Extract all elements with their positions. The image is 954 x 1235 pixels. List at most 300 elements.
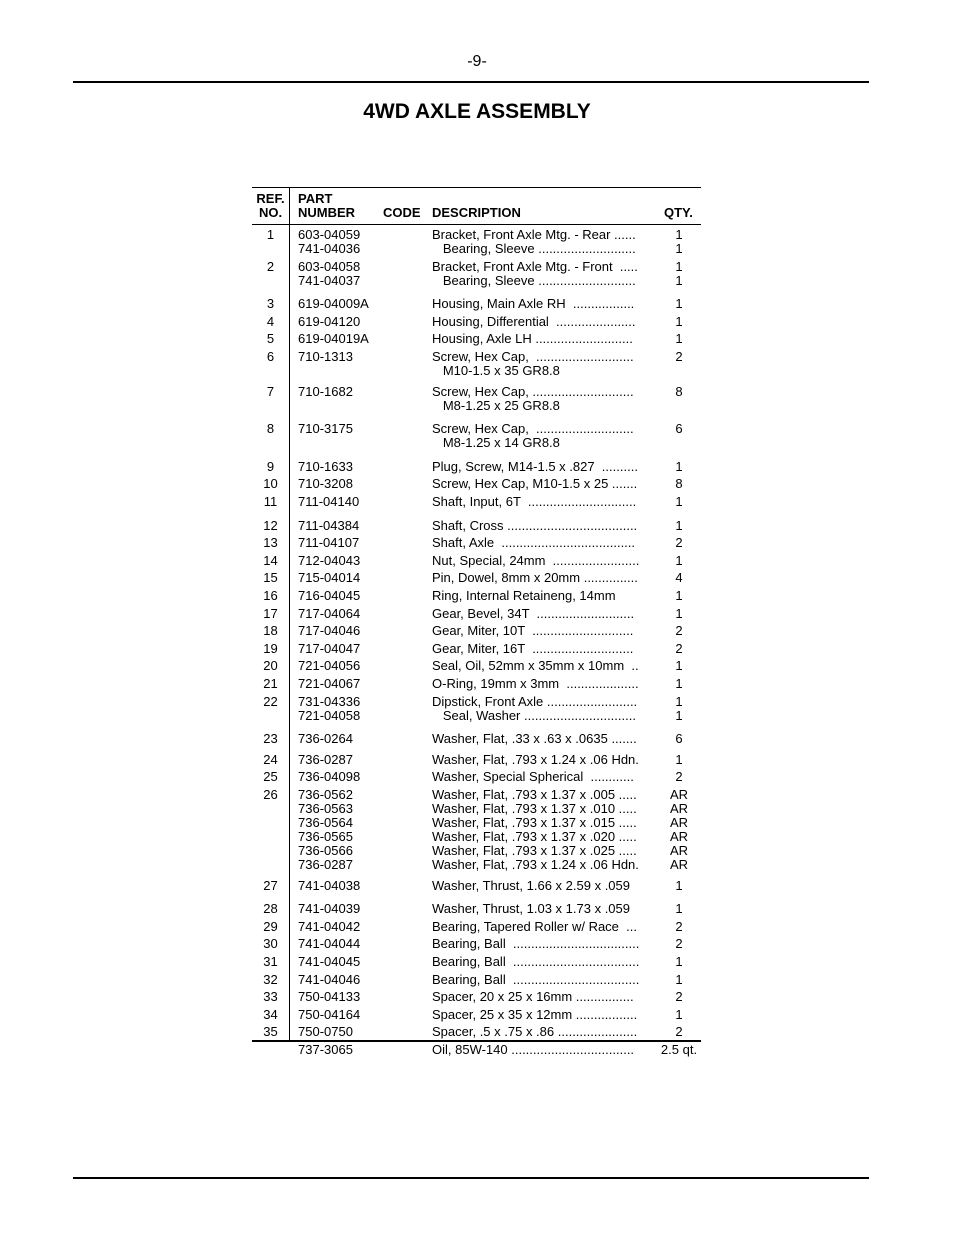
table-row [252,990,701,1004]
table-row [252,228,701,256]
part-number: 603-04059 [298,227,361,242]
description-cell [432,422,634,450]
part-number: 736-0563 [298,801,353,816]
description: Housing, Main Axle RH ................. [432,296,635,312]
part-number-cell [298,642,360,656]
description: Ring, Internal Retaineng, 14mm [432,588,616,603]
header-rule [73,81,869,83]
ref-no: 35 [263,1024,278,1040]
part-number: 710-1313 [298,349,353,364]
part-number-cell [298,753,353,767]
qty: 1 [675,877,683,893]
qty: 1 [675,313,683,329]
table-row [252,788,701,872]
description-cell [432,659,639,673]
description: M10-1.5 x 35 GR8.8 [432,363,560,378]
description-cell [432,753,639,767]
qty-cell [654,732,704,746]
description-cell [432,642,633,656]
ref-no: 11 [263,494,278,509]
description-cell [432,770,634,784]
description-cell [432,607,634,621]
part-number-cell [298,477,353,491]
description-cell [432,677,639,691]
description: Bearing, Tapered Roller w/ Race ... [432,918,637,934]
description-cell [432,460,638,474]
ref-no: 31 [263,954,278,969]
part-number: 741-04039 [298,901,361,917]
table-row [252,659,701,673]
description: Shaft, Cross .................................... [432,517,638,533]
ref-no: 12 [263,517,278,533]
table-row [252,554,701,568]
ref-no: 17 [263,605,278,621]
description-cell [432,1043,634,1057]
part-number: 619-04120 [298,313,361,329]
qty-cell [654,385,704,399]
description: Gear, Miter, 10T ............................ [432,623,634,639]
description-cell [432,536,635,550]
part-number: 741-04046 [298,971,361,987]
qty-cell [654,554,704,568]
part-number-cell [298,1025,353,1039]
part-number: 710-1633 [298,458,353,474]
ref-no: 7 [266,383,275,399]
part-number: 717-04046 [298,623,361,639]
table-row [252,460,701,474]
qty-cell [654,571,704,585]
qty: AR [669,787,689,802]
description: O-Ring, 19mm x 3mm .................... [432,676,639,691]
part-number: 736-04098 [298,769,361,785]
part-number-cell [298,571,360,585]
part-number: 717-04047 [298,640,361,656]
part-number-cell [298,607,360,621]
description: Washer, Flat, .793 x 1.37 x .025 ..... [432,843,637,858]
description: Bearing, Ball ................................... [432,936,640,952]
description: Oil, 85W-140 .................................. [432,1042,635,1057]
table-row [252,642,701,656]
part-number-cell [298,460,353,474]
description-cell [432,788,639,872]
qty: 2 [675,989,683,1005]
qty: 1 [675,331,683,347]
part-number: 731-04336 [298,693,361,709]
qty-cell [654,902,704,916]
description: Bearing, Ball ................................... [432,971,640,987]
header-ref-no [252,192,289,220]
part-number: 750-04164 [298,1006,361,1022]
ref-no: 13 [263,535,278,551]
qty-cell [654,955,704,969]
part-number: 737-3065 [298,1042,353,1057]
qty: 2 [675,918,683,934]
qty: 1 [675,458,683,474]
table-row [252,589,701,603]
qty-cell [654,624,704,638]
description: Housing, Axle LH ........................... [432,331,633,347]
description: Screw, Hex Cap, M10-1.5 x 25 ....... [432,476,638,492]
description-cell [432,695,637,723]
part-number-cell [298,422,353,436]
part-number: 711-04384 [298,517,360,533]
table-row [252,260,701,288]
qty-cell [654,332,704,346]
part-number: 619-04009A [298,296,369,312]
qty-cell [654,536,704,550]
qty-cell [654,477,704,491]
part-number: 716-04045 [298,588,361,603]
qty-cell [654,695,704,723]
ref-no: 21 [263,676,278,691]
qty: 1 [675,707,683,723]
header-part-line1: PART [298,191,333,206]
table-row [252,879,701,893]
description-cell [432,554,639,568]
qty: 1 [675,258,683,274]
description-cell [432,571,638,585]
description: Spacer, 25 x 35 x 12mm ................. [432,1006,638,1022]
ref-no: 5 [266,331,275,347]
part-number: 715-04014 [298,570,361,586]
description: Pin, Dowel, 8mm x 20mm ............... [432,570,638,586]
part-number-cell [298,332,369,346]
part-number-cell [298,536,359,550]
qty: 1 [675,272,683,288]
header-qty: QTY. [664,205,693,220]
table-row [252,422,701,450]
ref-no: 9 [266,458,275,474]
qty-cell [654,753,704,767]
part-number: 741-04037 [298,272,361,288]
part-number-cell [298,624,360,638]
part-number-cell [298,495,359,509]
description-cell [432,937,639,951]
table-row [252,477,701,491]
qty-cell [654,260,704,288]
qty-cell [654,315,704,329]
description: Shaft, Input, 6T .............................. [432,494,637,509]
qty: 1 [675,658,683,674]
description: Seal, Oil, 52mm x 35mm x 10mm .. [432,658,639,674]
qty: 1 [675,517,683,533]
part-number: 711-04107 [298,535,360,551]
qty: 4 [675,570,683,586]
table-row [252,536,701,550]
part-number-cell [298,902,360,916]
part-number: 741-04042 [298,918,361,934]
table-row [252,920,701,934]
ref-no: 24 [263,751,278,767]
ref-no: 16 [263,588,278,603]
description-cell [432,1008,637,1022]
table-row [252,607,701,621]
ref-no: 28 [263,901,278,917]
ref-no: 2 [266,258,275,274]
part-number-cell [298,990,360,1004]
table-row [252,695,701,723]
part-number-cell [298,1043,353,1057]
part-number-cell [298,315,360,329]
qty-cell [654,1008,704,1022]
table-row [252,495,701,509]
table-row [252,902,701,916]
description: Shaft, Axle ..................................... [432,535,636,551]
ref-no: 29 [263,918,278,934]
page-number: -9- [467,53,487,70]
description: Bearing, Sleeve ........................... [432,272,636,288]
description-cell [432,589,616,603]
qty: 1 [675,227,683,242]
qty: 2 [675,936,683,952]
table-header [252,188,701,225]
description: Spacer, 20 x 25 x 16mm ................ [432,989,634,1005]
part-number: 736-0287 [298,857,353,872]
qty-cell [654,422,704,436]
description-cell [432,385,634,413]
description: Housing, Differential ...................... [432,313,636,329]
part-number: 736-0562 [298,787,353,802]
description-cell [432,260,638,288]
part-number: 736-0564 [298,815,353,830]
qty-cell [654,1043,704,1057]
description-cell [432,495,636,509]
qty-cell [654,920,704,934]
ref-no: 33 [263,989,278,1005]
table-row [252,350,701,378]
description-cell [432,624,633,638]
qty: AR [669,801,689,816]
description-cell [432,920,637,934]
part-number: 750-04133 [298,989,361,1005]
ref-no: 10 [263,476,278,492]
qty: 1 [675,751,683,767]
table-row [252,937,701,951]
description: Seal, Washer ............................... [432,707,636,723]
qty: 1 [675,1006,683,1022]
part-number: 736-0565 [298,829,353,844]
description: Spacer, .5 x .75 x .86 ...................... [432,1024,638,1040]
qty: 1 [675,901,683,917]
description-cell [432,732,637,746]
description-cell [432,315,636,329]
qty-cell [654,228,704,256]
header-ref-line2: NO. [258,205,283,220]
ref-no: 27 [263,877,278,893]
qty-cell [654,460,704,474]
part-number: 750-0750 [298,1024,353,1040]
page-title: 4WD AXLE ASSEMBLY [363,100,591,123]
ref-no: 4 [266,313,275,329]
part-number-cell [298,385,353,399]
description: Washer, Flat, .793 x 1.24 x .06 Hdn. [432,751,639,767]
qty-cell [654,350,704,364]
header-part-line2: NUMBER [298,205,356,220]
description: M8-1.25 x 14 GR8.8 [432,435,560,451]
parts-table [252,187,701,1057]
table-row [252,770,701,784]
qty-cell [654,659,704,673]
part-number-cell [298,695,360,723]
description: Dipstick, Front Axle ......................... [432,693,638,709]
part-number: 619-04019A [298,331,369,347]
description: Washer, Thrust, 1.66 x 2.59 x .059 [432,877,630,893]
part-number-cell [298,350,353,364]
description-cell [432,332,633,346]
ref-no: 25 [263,769,278,785]
table-row [252,955,701,969]
qty: 2 [675,535,683,551]
qty: 2 [675,769,683,785]
part-number-cell [298,677,360,691]
part-number: 736-0264 [298,731,353,747]
qty: 2.5 qt. [660,1042,698,1057]
qty-cell [654,297,704,311]
part-number-cell [298,770,360,784]
qty-cell [654,607,704,621]
table-row [252,973,701,987]
table-row [252,624,701,638]
part-number: 603-04058 [298,258,361,274]
part-number-cell [298,732,353,746]
part-number-cell [298,788,353,872]
qty-cell [654,879,704,893]
part-number: 710-3208 [298,476,353,492]
part-number: 741-04045 [298,954,361,969]
qty-cell [654,788,704,872]
ref-no: 8 [266,421,275,437]
qty: AR [669,843,689,858]
qty: 1 [675,693,683,709]
qty: 2 [675,640,683,656]
qty: 2 [675,623,683,639]
header-code: CODE [383,205,421,220]
header-ref-line1: REF. [256,191,285,206]
qty: 1 [675,971,683,987]
table-row [252,332,701,346]
ref-no: 34 [263,1006,278,1022]
description: Washer, Thrust, 1.03 x 1.73 x .059 [432,901,630,917]
header-part-number [298,192,355,220]
description: M8-1.25 x 25 GR8.8 [432,397,560,413]
part-number-cell [298,297,369,311]
description: Bearing, Sleeve ........................... [432,241,636,256]
part-number: 741-04038 [298,877,361,893]
description: Plug, Screw, M14-1.5 x .827 .......... [432,458,638,474]
table-row [252,677,701,691]
part-number: 712-04043 [298,552,361,568]
qty: 1 [675,954,683,969]
description: Screw, Hex Cap, ............................ [432,383,634,399]
description-cell [432,228,636,256]
qty: 1 [675,494,683,509]
description-cell [432,902,630,916]
description-cell [432,879,630,893]
ref-no: 22 [263,693,278,709]
description: Washer, Flat, .793 x 1.37 x .005 ..... [432,787,637,802]
part-number-cell [298,920,360,934]
ref-no: 30 [263,936,278,952]
ref-no: 26 [263,787,278,802]
part-number-cell [298,955,360,969]
description: Washer, Flat, .33 x .63 x .0635 ....... [432,731,637,747]
description-cell [432,990,634,1004]
part-number-cell [298,519,359,533]
qty: 1 [675,241,683,256]
description: Bearing, Ball ................................... [432,954,640,969]
description: Bracket, Front Axle Mtg. - Front ..... [432,258,638,274]
qty: AR [669,857,689,872]
description: Screw, Hex Cap, ........................... [432,349,634,364]
qty: 1 [675,676,683,691]
description-cell [432,350,634,378]
part-number-cell [298,879,360,893]
qty-cell [654,642,704,656]
description-cell [432,1025,637,1039]
part-number-cell [298,659,360,673]
qty: 6 [675,421,683,437]
qty: AR [669,829,689,844]
part-number-cell [298,937,360,951]
qty-cell [654,937,704,951]
part-number-cell [298,973,360,987]
part-number: 721-04067 [298,676,361,691]
ref-no: 1 [266,227,275,242]
ref-no: 14 [263,552,278,568]
qty-cell [654,990,704,1004]
footer-rule [73,1177,869,1179]
qty-cell [654,973,704,987]
description-cell [432,973,639,987]
description: Washer, Flat, .793 x 1.24 x .06 Hdn. [432,857,639,872]
qty-cell [654,770,704,784]
part-number-cell [298,589,360,603]
table-row [252,1043,701,1057]
ref-no: 19 [263,640,278,656]
ref-no: 20 [263,658,278,674]
description: Nut, Special, 24mm ........................ [432,552,640,568]
table-row [252,315,701,329]
part-number: 711-04140 [298,494,360,509]
description: Gear, Miter, 16T ............................ [432,640,634,656]
description: Screw, Hex Cap, ........................... [432,421,634,437]
qty: 1 [675,296,683,312]
description-cell [432,477,637,491]
ref-no: 18 [263,623,278,639]
part-number: 717-04064 [298,605,361,621]
description-cell [432,955,639,969]
ref-no: 32 [263,971,278,987]
qty: 8 [675,476,683,492]
part-number: 721-04056 [298,658,361,674]
table-row [252,571,701,585]
ref-no: 6 [266,349,275,364]
part-number-cell [298,260,360,288]
qty: 2 [675,1024,683,1040]
ref-no: 15 [263,570,278,586]
table-row [252,297,701,311]
description: Washer, Flat, .793 x 1.37 x .015 ..... [432,815,637,830]
qty: 1 [675,588,683,603]
part-number: 741-04044 [298,936,361,952]
part-number: 710-3175 [298,421,353,437]
description: Bracket, Front Axle Mtg. - Rear ...... [432,227,636,242]
table-row [252,1008,701,1022]
part-number: 736-0566 [298,843,353,858]
qty: AR [669,815,689,830]
table-row [252,1025,701,1039]
qty-cell [654,677,704,691]
